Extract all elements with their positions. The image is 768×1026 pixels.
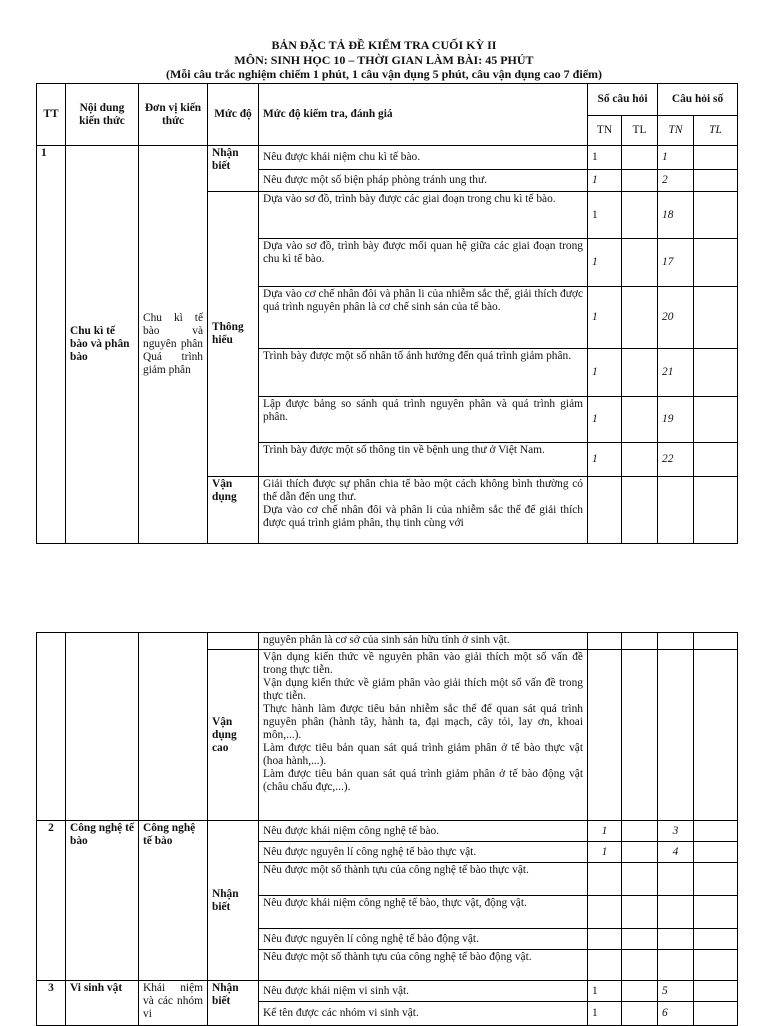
s1-row-8-text: Trình bày được một số thông tin về bệnh ung thư ở Việt Nam. — [259, 443, 588, 477]
s1-row-4-count-tn: 1 — [588, 239, 622, 287]
s1-row-8-count-tn: 1 — [588, 443, 622, 477]
s1-row-4-text: Dựa vào sơ đồ, trình bày được mối quan hệ giữa các giai đoạn trong chu kì tế bào. — [259, 239, 588, 287]
s1-row-5-count-tn: 1 — [588, 287, 622, 349]
document-title: BẢN ĐẶC TẢ ĐỀ KIỂM TRA CUỐI KỲ II — [271, 38, 497, 52]
s3-row-1-text: Nêu được khái niệm vi sinh vật. — [259, 981, 588, 1002]
s1-row-8-no-tn: 22 — [658, 443, 694, 477]
s1-row-6-count-tl — [622, 349, 658, 397]
s1-row-2-no-tn: 2 — [658, 170, 694, 192]
s1-row-8-count-tl — [622, 443, 658, 477]
s1-vd-no-tl — [694, 477, 738, 544]
s1-row-3-no-tn: 18 — [658, 192, 694, 239]
s1-level-vd: Vận dụng — [208, 477, 259, 544]
s3-tt: 3 — [37, 981, 66, 1026]
s1-vd-count-tl — [622, 477, 658, 544]
s1-row-6-no-tn: 21 — [658, 349, 694, 397]
col-unit: Đơn vị kiến thức — [139, 84, 208, 146]
s2-row-1-text: Nêu được khái niệm công nghệ tế bào. — [259, 821, 588, 842]
col-tt: TT — [37, 84, 66, 146]
col-count-tl: TL — [622, 116, 658, 146]
s1-vdc-text — [259, 650, 588, 821]
s2-level: Nhận biết — [208, 821, 259, 981]
spec-table-page-2 — [36, 632, 738, 1026]
s1-tt: 1 — [37, 146, 66, 544]
s2-row-2-count-tn: 1 — [588, 842, 622, 863]
s1-row-6-text: Trình bày được một số nhân tố ảnh hưởng đến quá trình giảm phân. — [259, 349, 588, 397]
s1-row-4-no-tn: 17 — [658, 239, 694, 287]
s1-row-5-no-tn: 20 — [658, 287, 694, 349]
s1-row-3-count-tn: 1 — [588, 192, 622, 239]
s1-row-5-text: Dựa vào cơ chế nhân đôi và phân li của nhiễm sắc thể, giải thích được quá trình nguyên phân là cơ chế sinh sản của tế bào. — [259, 287, 588, 349]
s2-row-1-no-tn: 3 — [658, 821, 694, 842]
s3-row-2-text: Kể tên được các nhóm vi sinh vật. — [259, 1002, 588, 1026]
s1-vd-line-1: Giải thích được sự phân chia tế bào một cách không bình thường có thể dẫn đến ung thư. — [263, 478, 583, 503]
s1-row-5-no-tl — [694, 287, 738, 349]
col-number-tn: TN — [658, 116, 694, 146]
s1-row-7-count-tl — [622, 397, 658, 443]
s1-row-6-count-tn: 1 — [588, 349, 622, 397]
s2-row-2-no-tn: 4 — [658, 842, 694, 863]
s1-row-1-count-tn: 1 — [588, 146, 622, 170]
s1-vd-no-tn — [658, 477, 694, 544]
s3-row-2-count-tn: 1 — [588, 1002, 622, 1026]
s1-level-nb: Nhận biết — [208, 146, 259, 192]
s2-row-5-text: Nêu được nguyên lí công nghệ tế bào động vật. — [259, 929, 588, 950]
s1-row-7-count-tn: 1 — [588, 397, 622, 443]
s1-row-1-text: Nêu được khái niệm chu kì tế bào. — [259, 146, 588, 170]
s1-vd-line-2: Dựa vào cơ chế nhân đôi và phân li của nhiễm sắc thể để giải thích được quá trình giảm phân, thụ tinh cùng với — [263, 504, 583, 529]
s3-unit: Khái niệm và các nhóm vi — [139, 981, 208, 1026]
s2-row-1-count-tn: 1 — [588, 821, 622, 842]
s1-cont-unit — [139, 633, 208, 821]
s1-row-2-no-tl — [694, 170, 738, 192]
document-header — [0, 38, 768, 82]
s1-unit: Chu kì tế bào và nguyên phân Quá trình giảm phân — [139, 146, 208, 544]
col-level: Mức độ — [208, 84, 259, 146]
s1-row-1-count-tl — [622, 146, 658, 170]
s1-content: Chu kì tế bào và phân bào — [66, 146, 139, 544]
s1-row-2-count-tn: 1 — [588, 170, 622, 192]
s1-row-5-count-tl — [622, 287, 658, 349]
s1-level-vdc: Vận dụng cao — [208, 650, 259, 821]
s3-row-1-count-tn: 1 — [588, 981, 622, 1002]
s1-vd-text — [259, 477, 588, 544]
s1-row-3-text: Dựa vào sơ đồ, trình bày được các giai đoạn trong chu kì tế bào. — [259, 192, 588, 239]
s1-row-7-no-tl — [694, 397, 738, 443]
s1-level-th: Thông hiểu — [208, 192, 259, 477]
s1-row-3-count-tl — [622, 192, 658, 239]
s1-cont-level — [208, 633, 259, 650]
s1-cont-content — [66, 633, 139, 821]
s1-row-1-no-tn: 1 — [658, 146, 694, 170]
s1-vdc-line-3: Thực hành làm được tiêu bản nhiễm sắc thể để quan sát quá trình nguyên phân (hành tây, hành ta, đại mạch, cây tỏi, lay ơn, khoai môn,...). — [263, 703, 583, 741]
s1-row-7-no-tn: 19 — [658, 397, 694, 443]
s1-vd-cont-text: nguyên phân là cơ sở của sinh sản hữu tính ở sinh vật. — [259, 633, 588, 650]
s2-unit: Công nghệ tế bào — [139, 821, 208, 981]
s1-vd-count-tn — [588, 477, 622, 544]
s1-vdc-line-2: Vận dụng kiến thức về giảm phân vào giải thích một số vấn đề trong thực tiễn. — [263, 677, 583, 702]
spec-table-page-1 — [36, 83, 738, 544]
document-subject: MÔN: SINH HỌC 10 – THỜI GIAN LÀM BÀI: 45 PHÚT — [234, 52, 534, 67]
col-number-tl: TL — [694, 116, 738, 146]
s2-row-2-text: Nêu được nguyên lí công nghệ tế bào thực vật. — [259, 842, 588, 863]
s3-row-1-no-tn: 5 — [658, 981, 694, 1002]
s1-vdc-line-4: Làm được tiêu bản quan sát quá trình giảm phân ở tế bào thực vật (hoa hành,...). — [263, 742, 583, 767]
s1-row-2-text: Nêu được một số biện pháp phòng tránh ung thư. — [259, 170, 588, 192]
s1-row-1-no-tl — [694, 146, 738, 170]
col-number-group: Câu hỏi số — [658, 84, 738, 116]
document-note: (Mỗi câu trắc nghiệm chiếm 1 phút, 1 câu vận dụng 5 phút, câu vận dụng cao 7 điểm) — [165, 67, 603, 81]
s1-row-3-no-tl — [694, 192, 738, 239]
s2-row-6-text: Nêu được một số thành tựu của công nghệ tế bào động vật. — [259, 950, 588, 981]
col-criteria: Mức độ kiểm tra, đánh giá — [259, 84, 588, 146]
s2-row-4-text: Nêu được khái niệm công nghệ tế bào, thực vật, động vật. — [259, 896, 588, 929]
s3-row-2-no-tn: 6 — [658, 1002, 694, 1026]
s1-row-4-no-tl — [694, 239, 738, 287]
s1-row-2-count-tl — [622, 170, 658, 192]
s1-row-6-no-tl — [694, 349, 738, 397]
s1-row-8-no-tl — [694, 443, 738, 477]
col-count-tn: TN — [588, 116, 622, 146]
s3-content: Vi sinh vật — [66, 981, 139, 1026]
s1-row-4-count-tl — [622, 239, 658, 287]
s3-level: Nhận biết — [208, 981, 259, 1026]
s1-vdc-line-1: Vận dụng kiến thức về nguyên phân vào giải thích một số vấn đề trong thực tiễn. — [263, 651, 583, 676]
s2-row-3-text: Nêu được một số thành tựu của công nghệ tế bào thực vật. — [259, 863, 588, 896]
col-count-group: Số câu hỏi — [588, 84, 658, 116]
col-content: Nội dung kiến thức — [66, 84, 139, 146]
s1-cont-tt — [37, 633, 66, 821]
s1-row-7-text: Lập được bảng so sánh quá trình nguyên phân và quá trình giảm phân. — [259, 397, 588, 443]
s2-content: Công nghệ tế bào — [66, 821, 139, 981]
s2-tt: 2 — [37, 821, 66, 981]
s1-vdc-line-5: Làm được tiêu bản quan sát quá trình giảm phân ở tế bào động vật (châu chấu đực,...). — [263, 768, 583, 793]
